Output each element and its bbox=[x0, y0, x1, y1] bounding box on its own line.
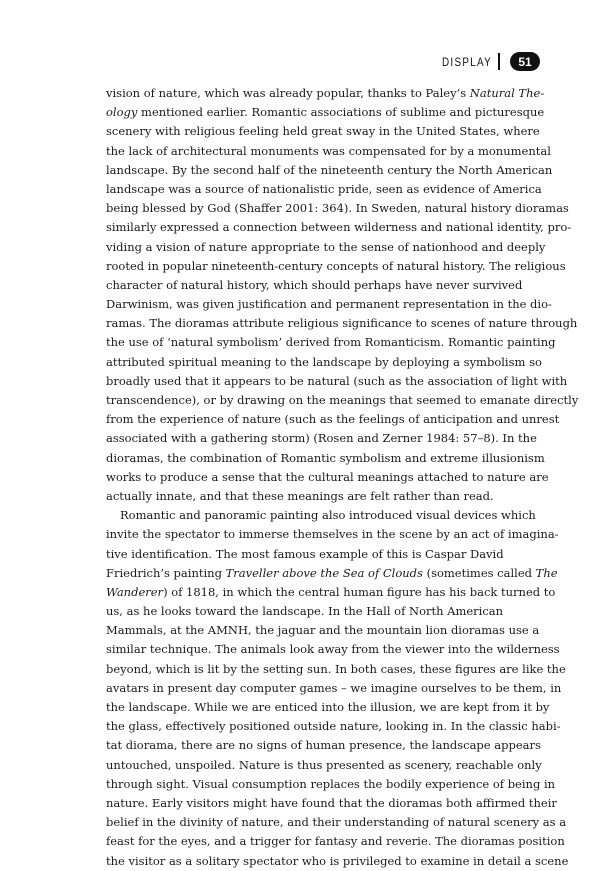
page-header bbox=[431, 52, 541, 71]
text-line bbox=[106, 276, 523, 295]
text-run: scenery with religious feeling held great sway in the United States, where bbox=[106, 124, 540, 139]
text-run: landscape. By the second half of the nineteenth century the North American bbox=[106, 162, 553, 177]
text-run: the lack of architectural monuments was compensated for by a monumental bbox=[106, 143, 551, 158]
running-head: DISPLAY bbox=[441, 54, 492, 69]
text-line bbox=[106, 852, 569, 871]
text-line bbox=[106, 372, 568, 391]
text-line bbox=[106, 775, 556, 794]
text-run: similarly expressed a connection between wilderness and national identity, pro- bbox=[106, 220, 572, 235]
text-line bbox=[106, 333, 556, 352]
text-run: through sight. Visual consumption replaces the bodily experience of being in bbox=[106, 776, 556, 791]
text-line bbox=[106, 525, 559, 544]
text-line bbox=[106, 679, 562, 698]
text-run: vision of nature, which was already popular, thanks to Paley’s bbox=[106, 86, 470, 100]
text-run: untouched, unspoiled. Nature is thus presented as scenery, reachable only bbox=[106, 757, 542, 772]
text-run: invite the spectator to immerse themselves in the scene by an act of imagina- bbox=[106, 527, 559, 542]
italic-title: ology bbox=[106, 105, 138, 120]
text-run: works to produce a sense that the cultural meanings attached to nature are bbox=[106, 469, 549, 484]
text-line bbox=[106, 660, 566, 679]
text-line bbox=[106, 794, 557, 813]
text-run: broadly used that it appears to be natural (such as the association of light with bbox=[106, 373, 568, 388]
text-run: associated with a gathering storm) (Rosen and Zerner 1984: 57–8). In the bbox=[106, 431, 537, 446]
text-line bbox=[106, 314, 578, 333]
text-run: ) of 1818, in which the central human figure has his back turned to bbox=[163, 584, 556, 599]
page-number: 51 bbox=[510, 52, 540, 71]
text-run: actually innate, and that these meanings are felt rather than read. bbox=[106, 488, 494, 503]
text-line bbox=[106, 545, 502, 564]
text-run: similar technique. The animals look away from the viewer into the wilderness bbox=[106, 642, 560, 657]
italic-title: Wanderer bbox=[106, 584, 164, 599]
body-text bbox=[106, 84, 579, 871]
text-line bbox=[106, 238, 546, 257]
text-line bbox=[106, 640, 560, 659]
text-run: from the experience of nature (such as the feelings of anticipation and unrest bbox=[106, 412, 560, 427]
text-line bbox=[106, 84, 545, 103]
text-line bbox=[106, 218, 572, 237]
text-line bbox=[106, 506, 536, 525]
text-line bbox=[106, 257, 566, 276]
text-line bbox=[106, 698, 550, 717]
text-line bbox=[106, 756, 542, 775]
text-run: transcendence), or by drawing on the meanings that seemed to emanate directly bbox=[106, 393, 579, 407]
text-line bbox=[106, 353, 542, 372]
text-run: (sometimes called bbox=[422, 565, 536, 580]
text-line bbox=[106, 295, 552, 314]
text-line bbox=[106, 410, 560, 429]
text-run: tive identification. The most famous example of this is Caspar David bbox=[106, 546, 504, 561]
paragraph bbox=[106, 506, 569, 871]
text-run: dioramas, the combination of Romantic symbolism and extreme illusionism bbox=[106, 450, 545, 465]
text-line bbox=[106, 429, 537, 448]
text-line bbox=[106, 391, 579, 410]
text-run: rooted in popular nineteenth-century concepts of natural history. The religious bbox=[106, 258, 566, 273]
text-line bbox=[106, 832, 565, 851]
text-line bbox=[106, 813, 567, 832]
header-rule bbox=[498, 53, 501, 70]
text-run: ramas. The dioramas attribute religious significance to scenes of nature through bbox=[106, 316, 578, 331]
text-line bbox=[106, 161, 553, 180]
text-run: feast for the eyes, and a trigger for fantasy and reverie. The dioramas position bbox=[106, 834, 565, 849]
text-run: avatars in present day computer games – we imagine ourselves to be them, in bbox=[106, 680, 562, 695]
text-run: Romantic and panoramic painting also introduced visual devices which bbox=[120, 508, 536, 523]
text-run: nature. Early visitors might have found that the dioramas both affirmed their bbox=[106, 795, 557, 810]
text-run: Mammals, at the AMNH, the jaguar and the mountain lion dioramas use a bbox=[106, 623, 540, 638]
text-line bbox=[106, 583, 556, 602]
text-line bbox=[106, 564, 558, 583]
paragraph bbox=[106, 84, 579, 506]
text-line bbox=[106, 717, 561, 736]
text-run: attributed spiritual meaning to the landscape by deploying a symbolism so bbox=[106, 354, 542, 369]
text-line bbox=[106, 602, 502, 621]
text-line bbox=[106, 103, 545, 122]
text-line bbox=[106, 621, 540, 640]
text-run: belief in the divinity of nature, and their understanding of natural scenery as a bbox=[106, 815, 567, 830]
text-line bbox=[106, 199, 569, 218]
text-run: Friedrich’s painting bbox=[106, 565, 226, 580]
italic-title: Natural The- bbox=[469, 86, 545, 100]
text-run: the visitor as a solitary spectator who is privileged to examine in detail a scene bbox=[106, 853, 569, 868]
text-run: Darwinism, was given justification and permanent representation in the dio- bbox=[106, 297, 552, 312]
text-run: character of natural history, which should perhaps have never survived bbox=[106, 277, 523, 292]
text-run: tat diorama, there are no signs of human presence, the landscape appears bbox=[106, 738, 541, 753]
text-run: the glass, effectively positioned outside nature, looking in. In the classic habi- bbox=[106, 719, 561, 734]
text-line bbox=[106, 122, 540, 141]
text-run: beyond, which is lit by the setting sun. In both cases, these figures are like the bbox=[106, 661, 566, 676]
text-run: the use of ‘natural symbolism’ derived from Romanticism. Romantic painting bbox=[106, 335, 556, 350]
text-line bbox=[106, 487, 502, 506]
text-line bbox=[106, 468, 549, 487]
italic-title: The bbox=[535, 565, 558, 580]
text-line bbox=[106, 180, 542, 199]
text-run: viding a vision of nature appropriate to the sense of nationhood and deeply bbox=[106, 239, 546, 254]
text-run: the landscape. While we are enticed into the illusion, we are kept from it by bbox=[106, 700, 550, 714]
text-line bbox=[106, 449, 545, 468]
text-line bbox=[106, 142, 551, 161]
text-run: being blessed by God (Shaffer 2001: 364). In Sweden, natural history dioramas bbox=[106, 201, 569, 216]
italic-title: Traveller above the Sea of Clouds bbox=[225, 565, 423, 580]
text-run: us, as he looks toward the landscape. In the Hall of North American bbox=[106, 604, 504, 619]
text-run: mentioned earlier. Romantic associations of sublime and picturesque bbox=[137, 105, 545, 120]
text-run: landscape was a source of nationalistic pride, seen as evidence of America bbox=[106, 181, 542, 196]
text-line bbox=[106, 736, 541, 755]
